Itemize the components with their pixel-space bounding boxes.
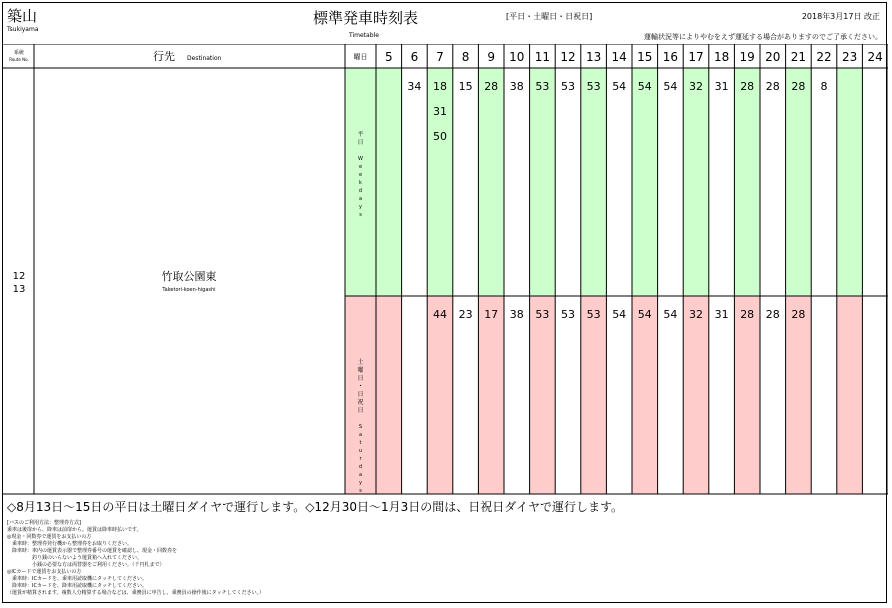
hour-header: 18: [713, 50, 730, 64]
day-label-en-char: y: [359, 204, 362, 210]
day-label-en-char: W: [358, 156, 363, 162]
hour-cell-shade: [376, 296, 402, 494]
day-label-char: 日: [357, 139, 364, 146]
destination-romaji: Taketori-koen-higashi: [162, 287, 216, 293]
departure-minute: 54: [663, 308, 678, 321]
departure-minute: 54: [612, 80, 627, 93]
day-label-char: 平: [357, 131, 364, 138]
hour-cell-shade: [734, 68, 760, 296]
hour-cell-shade: [683, 296, 709, 494]
day-header: 曜日: [353, 53, 368, 61]
hour-cell-shade: [683, 68, 709, 296]
departure-minute: 31: [714, 80, 729, 93]
departure-minute: 28: [765, 80, 780, 93]
route-number: 13: [12, 284, 26, 295]
timetable-sheet: [2, 2, 887, 603]
day-label-en-char: d: [358, 188, 363, 194]
day-label-en-char: a: [358, 196, 363, 202]
hour-cell-shade: [632, 68, 658, 296]
departure-minute: 44: [433, 308, 447, 321]
departure-minute: 54: [612, 308, 627, 321]
destination-header-en: Destination: [187, 55, 222, 62]
day-label-char: 日: [357, 375, 364, 382]
footer-note-line: [バスのご利用方法：整理券方式]: [7, 520, 81, 526]
hour-cell-shade: [632, 296, 658, 494]
footer-note-line: 降車時：車内の運賃表示器で整理券番号の運賃を確認し、現金・回数券を: [7, 548, 178, 554]
departure-minute: 53: [561, 308, 575, 321]
day-label-en-char: a: [358, 432, 363, 438]
footer-note-line: 乗車時：ICカードを、乗車用読取機にタッチしてください。: [7, 576, 147, 582]
hour-header: 23: [841, 50, 858, 64]
delay-notice: 運輸状況等によりやむをえず運延する場合がありますのでご了承ください。: [644, 33, 882, 41]
footer-main-note: ◇8月13日～15日の平日は土曜日ダイヤで運行します。◇12月30日～1月3日の間は、日祝日ダイヤで運行します。: [7, 500, 624, 514]
footer-note-line: 小銭の必要な方は両替器をご利用ください。（千円札まで）: [7, 562, 165, 568]
footer-note-line: ◎現金・回数券で運賃をお支払いの方: [7, 534, 92, 540]
footer-usage-notes: [7, 520, 607, 597]
hour-header: 14: [611, 50, 627, 64]
day-label-en-char: a: [358, 472, 363, 478]
hour-header: 20: [765, 50, 781, 64]
hour-cell-shade: [478, 296, 504, 494]
hour-cell-shade: [530, 296, 556, 494]
departure-minute: 32: [689, 308, 703, 321]
departure-minute: 54: [663, 80, 678, 93]
footer-note-line: 降車時：ICカードを、降車用読取機にタッチしてください。: [7, 583, 147, 589]
stop-name: 築山: [7, 7, 38, 25]
route-header-en: Route No.: [9, 57, 29, 62]
day-label-char: 祝: [357, 399, 364, 406]
hour-cell-shade: [837, 68, 863, 296]
hour-cell-shade: [427, 296, 453, 494]
day-label-en-char: d: [358, 464, 363, 470]
departure-minute: 18: [433, 80, 447, 93]
departure-minute: 53: [561, 80, 575, 93]
hour-header: 11: [534, 50, 551, 64]
departure-minute: 53: [586, 80, 601, 93]
page-title: 標準発車時刻表: [313, 9, 419, 27]
departure-minute: 31: [714, 308, 729, 321]
day-label-en-char: y: [359, 480, 362, 486]
hour-header: 16: [662, 50, 679, 64]
day-label-en-char: S: [358, 424, 363, 430]
departure-minute: 8: [820, 80, 828, 93]
departure-minute: 31: [433, 105, 447, 118]
day-label-char: 曜: [357, 367, 364, 374]
day-types-label: [平日・土曜日・日祝日]: [506, 12, 593, 21]
hour-header: 19: [739, 50, 755, 64]
departure-minute: 53: [535, 308, 550, 321]
hour-cell-shade: [427, 68, 453, 296]
hour-header: 21: [790, 50, 807, 64]
departure-minute: 28: [740, 308, 755, 321]
departure-minute: 54: [637, 80, 652, 93]
departure-minute: 53: [535, 80, 550, 93]
hour-header: 9: [487, 50, 496, 64]
departure-minute: 34: [407, 80, 422, 93]
departure-minute: 50: [433, 130, 447, 143]
departure-minute: 28: [484, 80, 499, 93]
footer-note-line: 乗車は後扉から、降車は前扉から。運賃は降車時払いです。: [7, 527, 142, 533]
hour-header: 10: [509, 50, 525, 64]
departure-minute: 28: [740, 80, 755, 93]
timetable-grid: [3, 44, 888, 496]
departure-minute: 53: [586, 308, 601, 321]
day-label-en-char: s: [359, 212, 362, 218]
revision-date: 2018年3月17日 改正: [801, 12, 880, 21]
day-label-en-char: t: [359, 440, 362, 446]
departure-minute: 17: [484, 308, 499, 321]
hour-header: 24: [867, 50, 883, 64]
hour-cell-shade: [786, 68, 812, 296]
footer-note-line: 釣り銭のいらないよう運賃箱へ入れてください。: [7, 555, 143, 561]
day-label-en-char: u: [358, 448, 363, 454]
hour-cell-shade: [376, 68, 402, 296]
hour-cell-shade: [786, 296, 812, 494]
hour-header: 22: [816, 50, 832, 64]
hour-header: 7: [436, 50, 444, 64]
departure-minute: 15: [458, 80, 473, 93]
day-label-en-char: r: [359, 456, 362, 462]
day-label-char: 土: [357, 359, 364, 366]
destination-name: 竹取公園東: [161, 270, 217, 283]
hour-header: 8: [461, 50, 470, 64]
hour-header: 15: [637, 50, 653, 64]
hour-cell-shade: [734, 296, 760, 494]
departure-minute: 54: [637, 308, 652, 321]
departure-minute: 38: [509, 80, 524, 93]
departure-minute: 28: [791, 80, 806, 93]
stop-name-romaji: Tsukiyama: [7, 26, 39, 33]
day-label-char: ・: [357, 383, 364, 390]
day-label-char: 日: [357, 407, 364, 414]
route-header: 系統: [13, 50, 25, 56]
departure-minute: 28: [765, 308, 780, 321]
hour-cell-shade: [530, 68, 556, 296]
footer-note-line: （運賃が精算されます。複数人分精算する場合などは、乗務員に申告し、乗務員の操作後にタッチしてください。）: [7, 590, 265, 596]
footer-note-line: ◎ICカードで運賃をお支払いの方: [7, 569, 82, 575]
departure-minute: 23: [458, 308, 473, 321]
day-label-en-char: k: [359, 180, 362, 186]
page-title-en: Timetable: [349, 32, 379, 39]
hour-header: 5: [384, 50, 393, 64]
departure-minute: 28: [791, 308, 806, 321]
footer-note-line: 乗車時：整理券発行機から整理券をお取りください。: [7, 541, 133, 547]
day-label-en-char: e: [358, 172, 363, 178]
route-number: 12: [12, 271, 26, 282]
hour-cell-shade: [581, 296, 607, 494]
day-label-char: 日: [357, 391, 364, 398]
hour-cell-shade: [581, 68, 607, 296]
hour-header: 17: [688, 50, 704, 64]
departure-minute: 38: [509, 308, 524, 321]
departure-minute: 32: [689, 80, 703, 93]
hour-header: 13: [585, 50, 602, 64]
day-label-en-char: s: [359, 488, 362, 494]
destination-header: 行先: [153, 50, 175, 63]
hour-cell-shade: [837, 296, 863, 494]
day-label-en-char: e: [358, 164, 363, 170]
hour-header: 6: [410, 50, 419, 64]
hour-header: 12: [560, 50, 576, 64]
hour-cell-shade: [478, 68, 504, 296]
